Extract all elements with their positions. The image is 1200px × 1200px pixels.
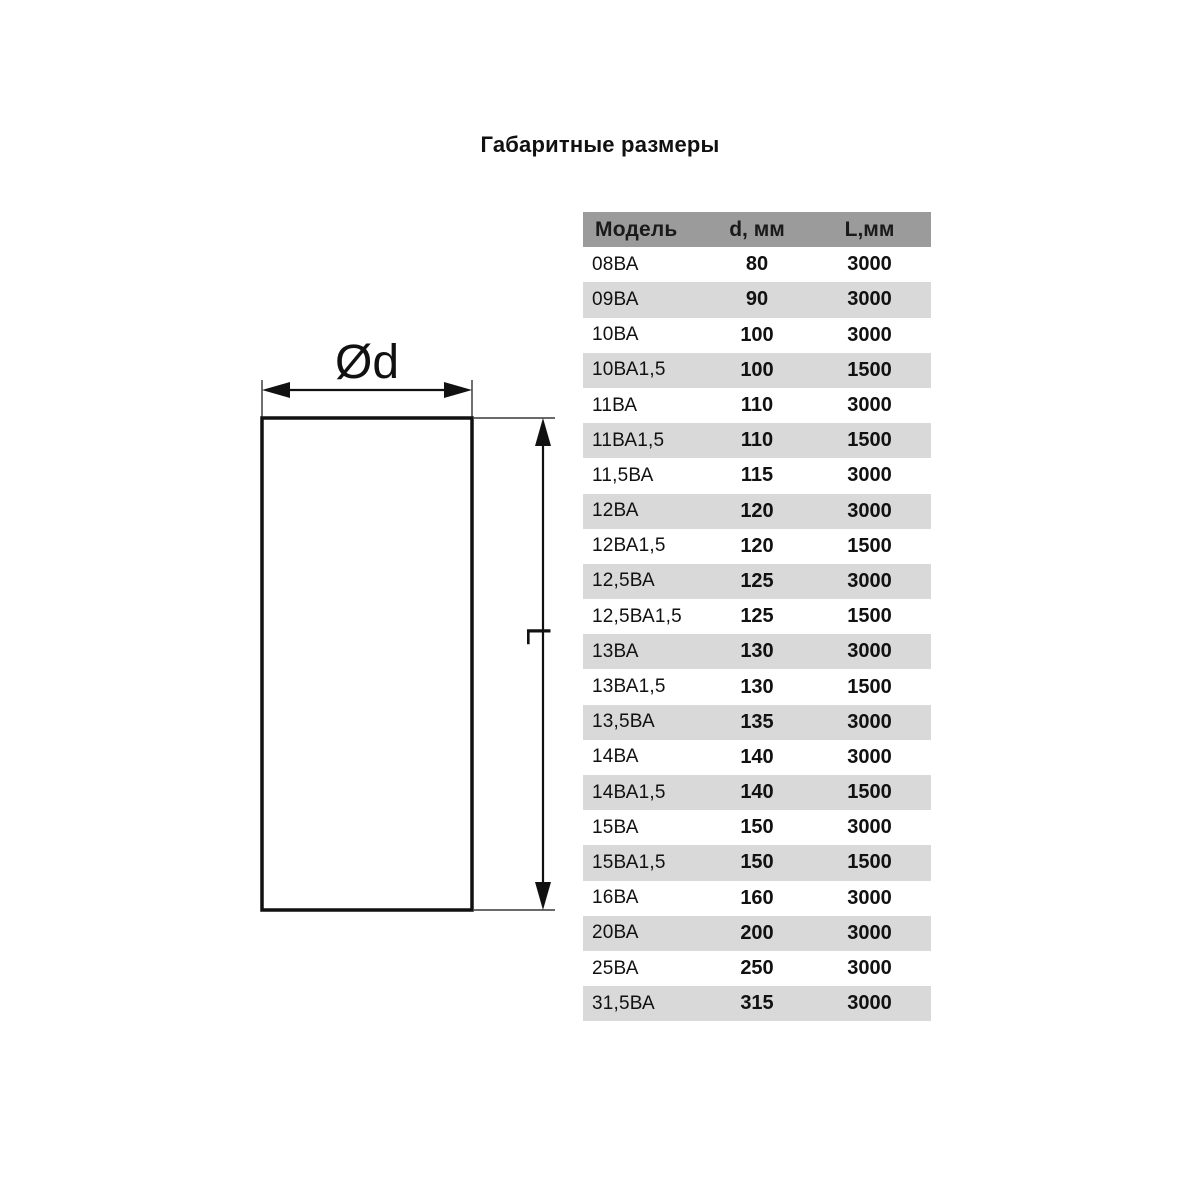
cell-length: 1500 xyxy=(847,851,892,874)
cell-diameter: 135 xyxy=(740,710,774,733)
cell-length: 3000 xyxy=(847,992,892,1015)
table-row xyxy=(583,705,931,740)
cell-length: 1500 xyxy=(847,605,892,628)
cell-diameter: 140 xyxy=(740,781,774,804)
cell-length: 1500 xyxy=(847,675,892,698)
table-row xyxy=(583,458,931,493)
table-row xyxy=(583,564,931,599)
table-row xyxy=(583,494,931,529)
cell-diameter: 130 xyxy=(740,640,774,663)
cell-diameter: 250 xyxy=(740,957,774,980)
cell-model: 12,5ВА xyxy=(592,570,655,592)
cell-length: 3000 xyxy=(847,394,892,417)
table-row xyxy=(583,810,931,845)
column-header-length: L,мм xyxy=(844,217,895,241)
cell-length: 3000 xyxy=(847,886,892,909)
cell-diameter: 125 xyxy=(740,569,774,592)
cell-model: 31,5ВА xyxy=(592,992,655,1014)
table-row xyxy=(583,986,931,1021)
cell-model: 16ВА xyxy=(592,887,639,909)
table-row xyxy=(583,529,931,564)
table-row xyxy=(583,916,931,951)
cell-model: 25ВА xyxy=(592,957,639,979)
cell-model: 12ВА1,5 xyxy=(592,535,666,557)
table-row xyxy=(583,282,931,317)
cell-model: 11,5ВА xyxy=(592,464,654,486)
table-row xyxy=(583,318,931,353)
table-row xyxy=(583,247,931,282)
cell-model: 09ВА xyxy=(592,288,639,310)
length-arrow-bottom-icon xyxy=(535,882,551,910)
cell-diameter: 200 xyxy=(740,921,774,944)
cell-length: 3000 xyxy=(847,323,892,346)
cell-length: 1500 xyxy=(847,429,892,452)
table-row xyxy=(583,599,931,634)
cell-diameter: 120 xyxy=(740,534,774,557)
cell-length: 3000 xyxy=(847,640,892,663)
cell-diameter: 100 xyxy=(740,323,774,346)
cell-model: 13ВА1,5 xyxy=(592,676,666,698)
table-row xyxy=(583,388,931,423)
cell-length: 3000 xyxy=(847,816,892,839)
cell-length: 3000 xyxy=(847,288,892,311)
cell-model: 20ВА xyxy=(592,922,639,944)
column-header-diameter: d, мм xyxy=(729,217,785,241)
cell-diameter: 125 xyxy=(740,605,774,628)
cell-length: 3000 xyxy=(847,499,892,522)
dimensions-table xyxy=(583,212,931,1021)
cell-model: 14ВА1,5 xyxy=(592,781,666,803)
table-row xyxy=(583,353,931,388)
cell-length: 3000 xyxy=(847,921,892,944)
cell-model: 14ВА xyxy=(592,746,639,768)
diameter-arrow-right-icon xyxy=(444,382,472,398)
cell-diameter: 160 xyxy=(740,886,774,909)
cell-model: 08ВА xyxy=(592,253,639,275)
cell-model: 12,5ВА1,5 xyxy=(592,605,682,627)
cell-diameter: 150 xyxy=(740,851,774,874)
diameter-arrow-left-icon xyxy=(262,382,290,398)
cell-model: 15ВА1,5 xyxy=(592,851,666,873)
pipe-outline xyxy=(262,418,472,910)
cell-length: 3000 xyxy=(847,745,892,768)
cell-model: 10ВА1,5 xyxy=(592,359,666,381)
cell-length: 1500 xyxy=(847,358,892,381)
length-label: L xyxy=(519,626,557,646)
table-row xyxy=(583,775,931,810)
cell-length: 3000 xyxy=(847,569,892,592)
diameter-label: Ød xyxy=(334,336,400,389)
cell-model: 13ВА xyxy=(592,640,639,662)
table-row xyxy=(583,669,931,704)
cell-length: 3000 xyxy=(847,710,892,733)
cell-diameter: 150 xyxy=(740,816,774,839)
cell-model: 12ВА xyxy=(592,500,639,522)
cell-length: 1500 xyxy=(847,534,892,557)
table-row xyxy=(583,951,931,986)
cell-model: 13,5ВА xyxy=(592,711,655,733)
cell-length: 3000 xyxy=(847,253,892,276)
table-row xyxy=(583,423,931,458)
cell-diameter: 90 xyxy=(745,288,769,311)
cell-diameter: 80 xyxy=(745,253,769,276)
column-header-model: Модель xyxy=(595,217,678,241)
cell-diameter: 315 xyxy=(740,992,774,1015)
table-row xyxy=(583,881,931,916)
table-header-row xyxy=(583,212,931,247)
cell-model: 11ВА1,5 xyxy=(592,429,665,451)
page-title: Габаритные размеры xyxy=(480,132,720,157)
cell-length: 3000 xyxy=(847,957,892,980)
cell-diameter: 120 xyxy=(740,499,774,522)
cell-diameter: 130 xyxy=(740,675,774,698)
cell-diameter: 110 xyxy=(740,429,774,452)
table-row xyxy=(583,634,931,669)
cell-model: 11ВА xyxy=(592,394,638,416)
cell-diameter: 100 xyxy=(740,358,774,381)
table-row xyxy=(583,740,931,775)
cell-length: 1500 xyxy=(847,781,892,804)
cell-diameter: 115 xyxy=(740,464,774,487)
cell-model: 10ВА xyxy=(592,324,639,346)
table-row xyxy=(583,845,931,880)
table-body xyxy=(583,247,931,1021)
cell-diameter: 140 xyxy=(740,745,774,768)
duct-dimension-drawing xyxy=(240,320,570,930)
length-arrow-top-icon xyxy=(535,418,551,446)
cell-diameter: 110 xyxy=(740,394,774,417)
cell-model: 15ВА xyxy=(592,816,639,838)
cell-length: 3000 xyxy=(847,464,892,487)
